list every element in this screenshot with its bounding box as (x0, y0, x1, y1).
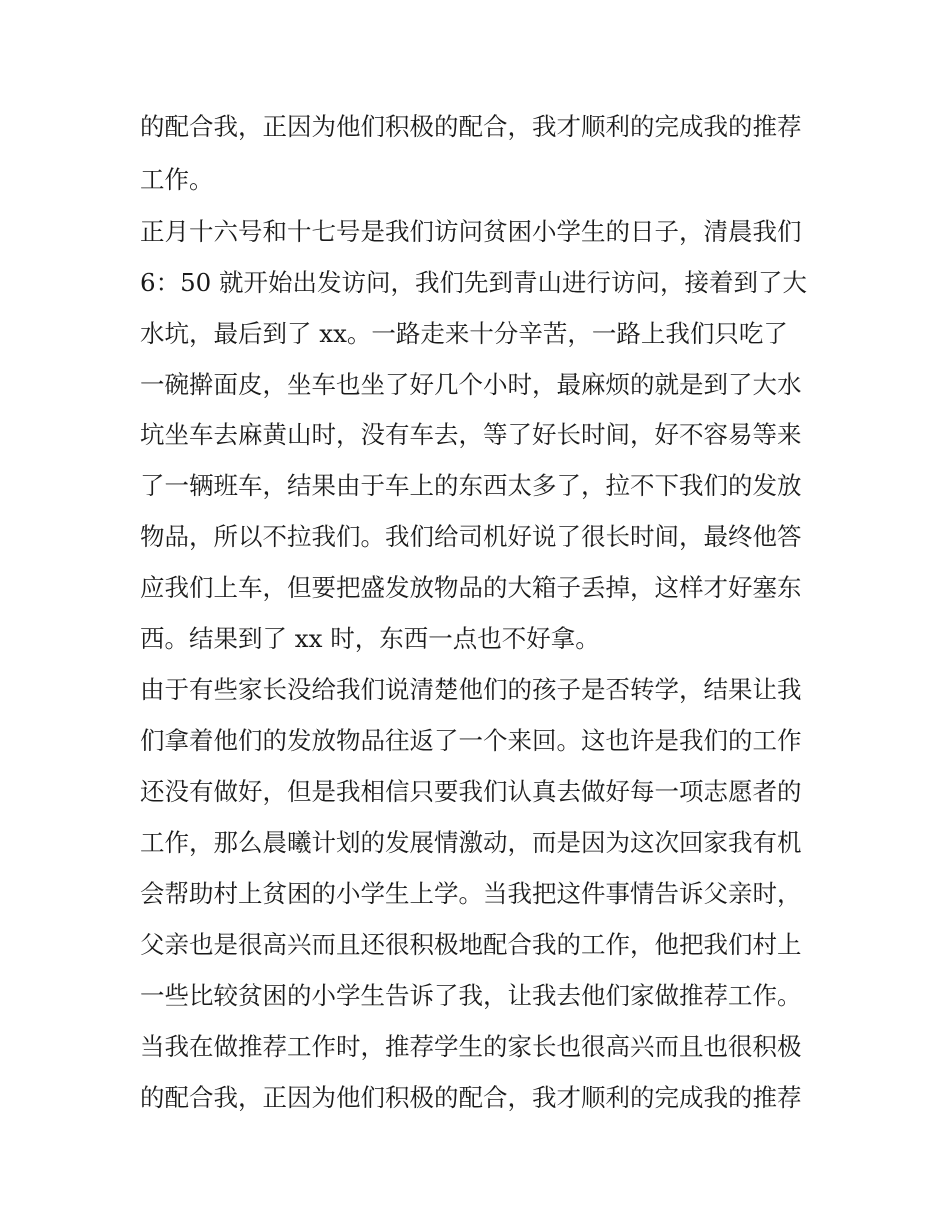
text-line: 会帮助村上贫困的小学生上学。当我把这件事情告诉父亲时， (140, 879, 802, 908)
text-line: 的配合我，正因为他们积极的配合，我才顺利的完成我的推荐 (140, 1083, 802, 1112)
text-line: 由于有些家长没给我们说清楚他们的孩子是否转学，结果让我 (140, 675, 802, 704)
text-line: 当我在做推荐工作时，推荐学生的家长也很高兴而且也很积极 (140, 1032, 802, 1061)
text-line: 水坑，最后到了 xx。一路走来十分辛苦，一路上我们只吃了 (140, 319, 788, 348)
text-line: 6：50 就开始出发访问，我们先到青山进行访问，接着到了大 (140, 268, 808, 297)
text-line: 西。结果到了 xx 时，东西一点也不好拿。 (140, 624, 600, 653)
text-line: 物品，所以不拉我们。我们给司机好说了很长时间，最终他答 (140, 522, 802, 551)
text-line: 们拿着他们的发放物品往返了一个来回。这也许是我们的工作 (140, 726, 802, 755)
text-line: 了一辆班车，结果由于车上的东西太多了，拉不下我们的发放 (140, 471, 802, 500)
text-line: 一碗擀面皮，坐车也坐了好几个小时，最麻烦的就是到了大水 (140, 370, 802, 399)
text-line: 坑坐车去麻黄山时，没有车去，等了好长时间，好不容易等来 (140, 420, 802, 449)
text-line: 一些比较贫困的小学生告诉了我，让我去他们家做推荐工作。 (140, 981, 802, 1010)
text-line: 工作，那么晨曦计划的发展情激动，而是因为这次回家我有机 (140, 828, 802, 857)
text-line: 父亲也是很高兴而且还很积极地配合我的工作，他把我们村上 (140, 930, 802, 959)
text-line: 的配合我，正因为他们积极的配合，我才顺利的完成我的推荐 (140, 112, 802, 141)
text-line: 正月十六号和十七号是我们访问贫困小学生的日子，清晨我们 (140, 217, 802, 246)
text-line: 还没有做好，但是我相信只要我们认真去做好每一项志愿者的 (140, 777, 802, 806)
text-line: 应我们上车，但要把盛发放物品的大箱子丢掉，这样才好塞东 (140, 573, 802, 602)
text-line: 工作。 (140, 165, 214, 194)
